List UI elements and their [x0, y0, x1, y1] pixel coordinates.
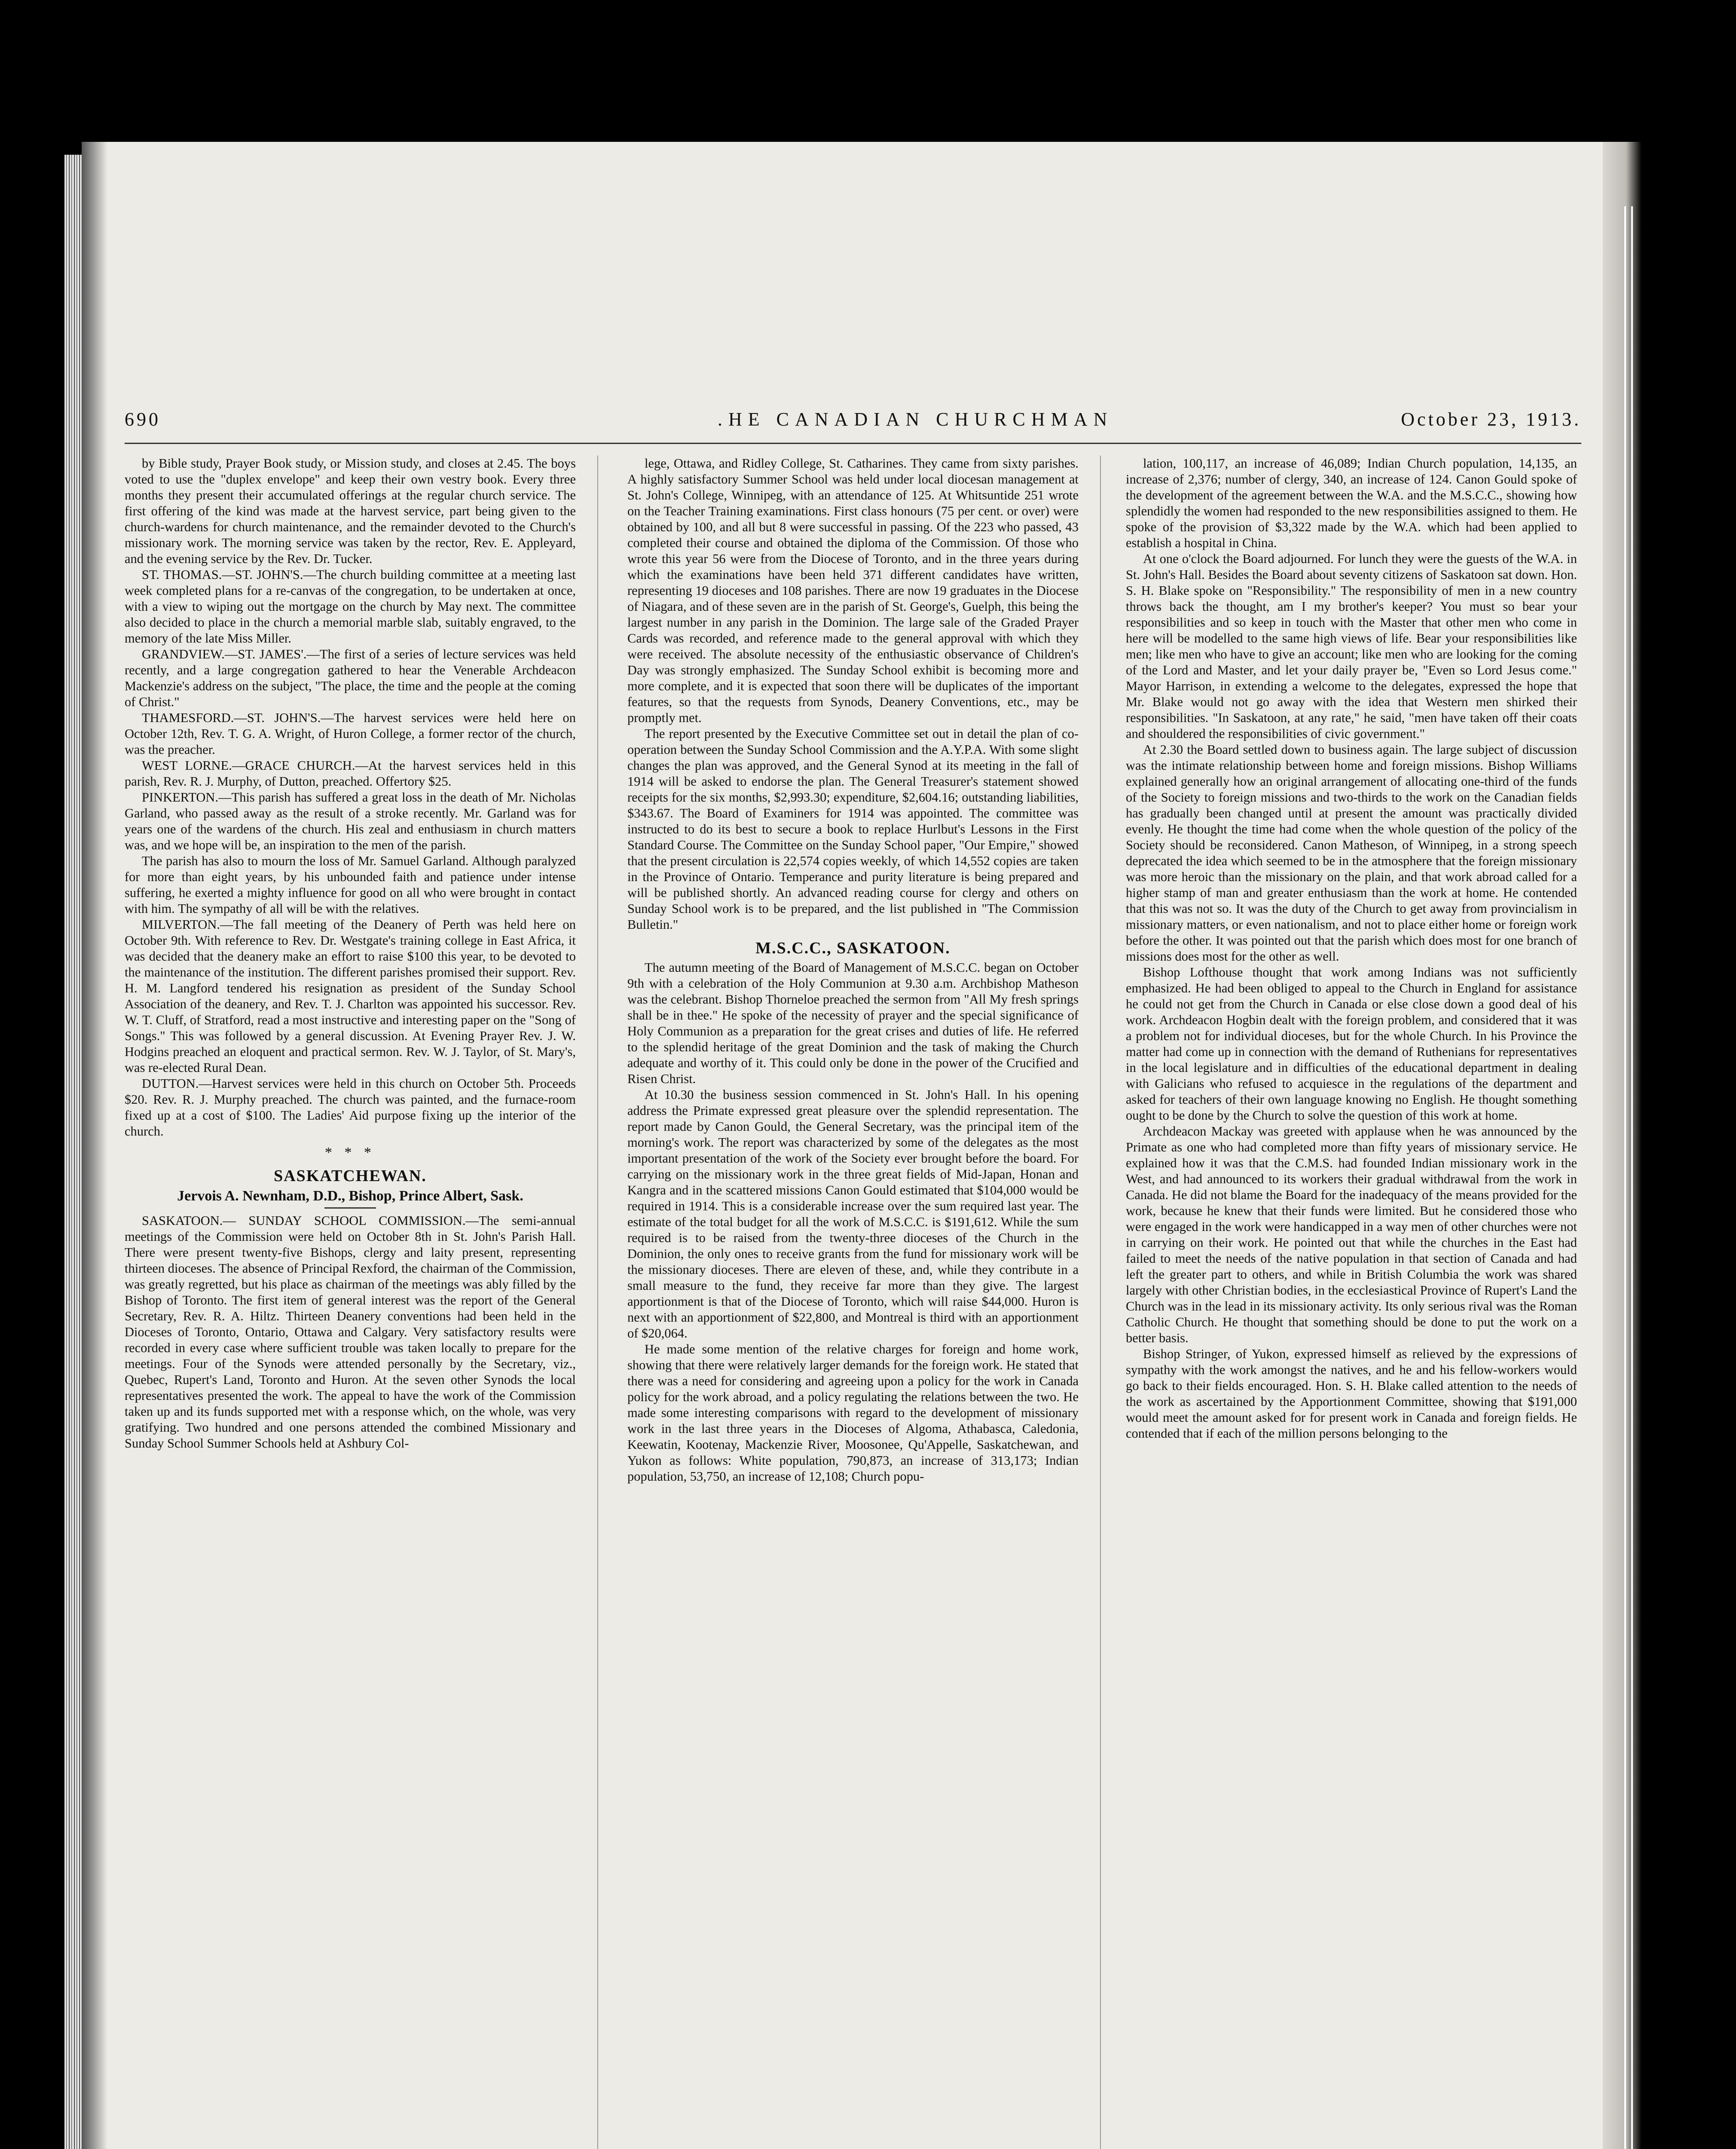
- article-paragraph: PINKERTON.—This parish has suffered a great loss in the death of Mr. Nicholas Garland, who passed away as the result of a stroke recently. Mr. Garland was for years one of the wardens of the church. His zeal and enthusiasm in church matters was, and we hope will be, an inspiration to the men of the parish.: [125, 790, 576, 852]
- article-paragraph: At 2.30 the Board settled down to business again. The large subject of discussion was the intimate relationship between home and foreign missions. Bishop Williams explained generally how an original arrangement of allocating one-third of the funds of the Society to foreign missions and two-thirds to the work on the Canadian fields has gradually been changed until at present the amount was practically divided evenly. He thought the time had come when the whole question of the policy of the Society should be reconsidered. Canon Matheson, of Winnipeg, in a strong speech deprecated the idea which seemed to be in the atmosphere that the foreign missionary was more heroic than the missionary on the plain, and that work abroad called for a higher stamp of man and greater enthusiasm than the work at home. He contended that this was not so. It was the duty of the Church to get away from provincialism in missionary matters, or even nationalism, and not to place either home or foreign work before the other. It was pointed out that the parish which does most for one branch of missions does most for the other as well.: [1126, 742, 1577, 964]
- section-ornament: * * *: [325, 1145, 376, 1160]
- article-paragraph: Bishop Stringer, of Yukon, expressed himself as relieved by the expressions of sympathy with the work amongst the natives, and he and his fellow-workers would go back to their fields encouraged. Hon. S. H. Blake called attention to the needs of the work as ascertained by the Apportionment Committee, showing that $191,000 would meet the amount asked for for present work in Canada and foreign fields. He contended that if each of the million persons belonging to the: [1126, 1347, 1577, 1441]
- section-heading-saskatchewan: SASKATCHEWAN.: [274, 1167, 427, 1185]
- column-divider: [597, 456, 598, 2149]
- article-paragraph: MILVERTON.—The fall meeting of the Deanery of Perth was held here on October 9th. With reference to Rev. Dr. Westgate's training college in East Africa, it was decided that the deanery make an effort to raise $100 this year, to be devoted to the maintenance of the institution. The different parishes promised their support. Rev. H. M. Langford tendered his resignation as president of the Sunday School Association of the deanery, and Rev. T. J. Charlton was appointed his successor. Rev. W. T. Cluff, of Stratford, read a most instructive and interesting paper on the "Song of Songs." This was followed by a general discussion. At Evening Prayer Rev. J. W. Hodgins preached an eloquent and practical sermon. Rev. W. J. Taylor, of St. Mary's, was re-elected Rural Dean.: [125, 917, 576, 1075]
- column-1: [125, 456, 576, 1451]
- article-paragraph: At 10.30 the business session commenced in St. John's Hall. In his opening address the Primate expressed great pleasure over the splendid representation. The report made by Canon Gould, the General Secretary, was the principal item of the morning's work. The report was characterized by some of the delegates as the most important presentation of the work of the Society ever brought before the board. For carrying on the missionary work in the three great fields of Mid-Japan, Honan and Kangra and in the scattered missions Canon Gould estimated that $104,000 would be required in 1914. This is a considerable increase over the sum required last year. The estimate of the total budget for all the work of M.S.C.C. is $191,612. While the sum required is to be raised from the twenty-three dioceses of the Church in the Dominion, the only ones to receive grants from the fund for missionary work will be the missionary dioceses. There are eleven of these, and, while they contribute in a small measure to the fund, they receive far more than they give. The largest apportionment is that of the Diocese of Toronto, which will raise $44,000. Huron is next with an apportionment of $22,800, and Montreal is third with an apportionment of $20,064.: [627, 1087, 1079, 1341]
- right-page-edge: [1603, 142, 1641, 2149]
- header-rule: [125, 443, 1581, 444]
- article-paragraph: by Bible study, Prayer Book study, or Mission study, and closes at 2.45. The boys voted to use the "duplex envelope" and keep their own vestry book. Every three months they present their accumulated offerings at the regular church service. The first offering of the kind was made at the harvest service, part being given to the church-wardens for church maintenance, and the remainder devoted to the Church's missionary work. The morning service was taken by the rector, Rev. E. Appleyard, and the evening service by the Rev. Dr. Tucker.: [125, 456, 576, 566]
- gutter-shadow: [82, 142, 107, 2149]
- column-divider: [1100, 456, 1101, 2149]
- article-paragraph: GRANDVIEW.—ST. JAMES'.—The first of a series of lecture services was held recently, and a large congregation gathered to hear the Venerable Archdeacon Mackenzie's address on the subject, "The place, the time and the people at the coming of Christ.": [125, 647, 576, 709]
- article-paragraph: lege, Ottawa, and Ridley College, St. Catharines. They came from sixty parishes. A highly satisfactory Summer School was held under local diocesan management at St. John's College, Winnipeg, with an attendance of 125. At Whitsuntide 251 wrote on the Teacher Training examinations. First class honours (75 per cent. or over) were obtained by 100, and all but 8 were successful in passing. Of the 223 who passed, 43 completed their course and obtained the diploma of the Commission. Of those who wrote this year 56 were from the Diocese of Toronto, and in the three years during which the examinations have been held 371 different candidates have written, representing 19 dioceses and 108 parishes. There are now 19 graduates in the Diocese of Niagara, and of these seven are in the parish of St. George's, Guelph, this being the largest number in any parish in the Dominion. The large sale of the Graded Prayer Cards was recorded, and reference made to the general approval with which they were received. The absolute necessity of the enthusiastic observance of Children's Day was strongly emphasized. The Sunday School exhibit is becoming more and more complete, and it is expected that soon there will be duplicates of the important features, so that the requests from Synods, Deanery Conventions, etc., may be promptly met.: [627, 456, 1079, 725]
- column-3: [1126, 456, 1577, 1442]
- article-paragraph: ST. THOMAS.—ST. JOHN'S.—The church building committee at a meeting last week completed plans for a re-canvas of the congregation, to be undertaken at once, with a view to wiping out the mortgage on the church by May next. The committee also decided to place in the church a memorial marble slab, suitably engraved, to the memory of the late Miss Miller.: [125, 567, 576, 646]
- article-paragraph: He made some mention of the relative charges for foreign and home work, showing that there were relatively larger demands for the foreign work. He stated that there was a need for considering and agreeing upon a policy for the work in Canada policy for the work abroad, and a policy regulating the relations between the two. He made some interesting comparisons with regard to the development of missionary work in the last three years in the Dioceses of Algoma, Athabasca, Caledonia, Keewatin, Kootenay, Mackenzie River, Moosonee, Qu'Appelle, Saskatchewan, and Yukon as follows: White population, 790,873, an increase of 313,173; Indian population, 53,750, an increase of 12,108; Church popu-: [627, 1342, 1079, 1484]
- section-heading-msccc: M.S.C.C., SASKATOON.: [755, 939, 951, 957]
- article-paragraph: SASKATOON.— SUNDAY SCHOOL COMMISSION.—The semi-annual meetings of the Commission were held on October 8th in St. John's Parish Hall. There were present twenty-five Bishops, clergy and laity present, representing thirteen dioceses. The absence of Principal Rexford, the chairman of the Commission, was greatly regretted, but his place as chairman of the meetings was ably filled by the Bishop of Toronto. The first item of general interest was the report of the General Secretary, Rev. R. A. Hiltz. Thirteen Deanery conventions had been held in the Dioceses of Toronto, Ontario, Ottawa and Calgary. Very satisfactory results were recorded in every case where sufficient trouble was taken locally to prepare for the meetings. Four of the Synods were attended personally by the Secretary, viz., Quebec, Rupert's Land, Toronto and Huron. At the seven other Synods the local representatives presented the work. The appeal to have the work of the Commission taken up and its funds supported met with a response which, on the whole, was very gratifying. Two hundred and one persons attended the combined Missionary and Sunday School Summer Schools held at Ashbury Col-: [125, 1213, 576, 1451]
- section-subhead-bishop: Jervois A. Newnham, D.D., Bishop, Prince Albert, Sask.: [177, 1188, 523, 1204]
- masthead-title: .HE CANADIAN CHURCHMAN: [718, 409, 1113, 430]
- column-2: [627, 456, 1079, 1485]
- article-paragraph: THAMESFORD.—ST. JOHN'S.—The harvest services were held here on October 12th, Rev. T. G. A. Wright, of Huron College, a former rector of the church, was the preacher.: [125, 710, 576, 757]
- section-rule: [324, 1207, 376, 1209]
- article-paragraph: lation, 100,117, an increase of 46,089; Indian Church population, 14,135, an increase of 2,376; number of clergy, 340, an increase of 124. Canon Gould spoke of the development of the agreement between the W.A. and the M.S.C.C., showing how splendidly the women had responded to the new responsibilities assigned to them. He spoke of the provision of $3,322 made by the W.A. which had been applied to establish a hospital in China.: [1126, 456, 1577, 550]
- article-paragraph: The report presented by the Executive Committee set out in detail the plan of co-operation between the Sunday School Commission and the A.Y.P.A. With some slight changes the plan was approved, and the General Synod at its meeting in the fall of 1914 will be asked to endorse the plan. The General Treasurer's statement showed receipts for the six months, $2,993.30; expenditure, $2,604.16; outstanding liabilities, $343.67. The Board of Examiners for 1914 was appointed. The committee was instructed to do its best to secure a book to replace Hurlbut's Lessons in the First Standard Course. The Committee on the Sunday School paper, "Our Empire," showed that the present circulation is 22,574 copies weekly, of which 14,552 copies are taken in the Province of Ontario. Temperance and purity literature is being prepared and will be published shortly. An advanced reading course for clergy and others on Sunday School work is to be prepared, and the list published in "The Commission Bulletin.": [627, 726, 1079, 932]
- article-paragraph: Archdeacon Mackay was greeted with applause when he was announced by the Primate as one who had completed more than fifty years of missionary service. He explained how it was that the C.M.S. had founded Indian missionary work in the West, and had announced to its workers their gradual withdrawal from the work in Canada. He did not blame the Board for the inadequacy of the means provided for the work, because he knew that their funds were limited. But he considered those who were engaged in the work were handicapped in a way men of other churches were not in carrying on their work. He pointed out that while the churches in the East had failed to meet the needs of the native population in that section of Canada and had left the greater part to others, and while in British Columbia the work was shared largely with other Christian bodies, in the ecclesiastical Province of Rupert's Land the Church was in the lead in its missionary activity. Its only serious rival was the Roman Catholic Church. He thought that something should be done to put the work on a better basis.: [1126, 1124, 1577, 1345]
- article-paragraph: The parish has also to mourn the loss of Mr. Samuel Garland. Although paralyzed for more than eight years, by his unbounded faith and patience under intense suffering, he exerted a mighty influence for good on all who were brought in contact with him. The sympathy of all will be with the relatives.: [125, 854, 576, 916]
- issue-date: October 23, 1913.: [1401, 409, 1581, 430]
- article-paragraph: At one o'clock the Board adjourned. For lunch they were the guests of the W.A. in St. John's Hall. Besides the Board about seventy citizens of Saskatoon sat down. Hon. S. H. Blake spoke on "Responsibility." The responsibility of men in a new country throws back the thought, am I my brother's keeper? You must so bear your responsibilities and so keep in touch with the Master that other men who come in here will be modelled to the same high views of life. Bear your responsibilities like men; like men who have to give an account; like men who are looking for the coming of the Lord and Master, and let your daily prayer be, "Even so Lord Jesus come." Mayor Harrison, in extending a welcome to the delegates, expressed the hope that Mr. Blake would not go away with the idea that Western men shirked their responsibilities. "In Saskatoon, at any rate," he said, "men have taken off their coats and shouldered the responsibilities of civic government.": [1126, 551, 1577, 741]
- article-paragraph: The autumn meeting of the Board of Management of M.S.C.C. began on October 9th with a celebration of the Holy Communion at 9.30 a.m. Archbishop Matheson was the celebrant. Bishop Thorneloe preached the sermon from "All My fresh springs shall be in thee." He spoke of the necessity of prayer and the special significance of Holy Communion as a preparation for the great crises and duties of life. He referred to the splendid heritage of the great Dominion and the task of making the Church adequate and worthy of it. This could only be done in the power of the Crucified and Risen Christ.: [627, 960, 1079, 1086]
- article-paragraph: Bishop Lofthouse thought that work among Indians was not sufficiently emphasized. He had been obliged to appeal to the Church in England for assistance he could not get from the Church in Canada or else close down a good deal of his work. Archdeacon Hogbin dealt with the foreign problem, and considered that it was a problem not for individual dioceses, but for the whole Church. In his Province the matter had come up in connection with the demand of Ruthenians for representatives in the local legislature and in difficulties of the educational department in dealing with Galicians who refused to acquiesce in the regulations of the department and asked for teachers of their own language knowing no English. He thought something ought to be done by the Church to solve the question of this work at home.: [1126, 965, 1577, 1123]
- article-paragraph: WEST LORNE.—GRACE CHURCH.—At the harvest services held in this parish, Rev. R. J. Murphy, of Dutton, preached. Offertory $25.: [125, 758, 576, 789]
- article-paragraph: DUTTON.—Harvest services were held in this church on October 5th. Proceeds $20. Rev. R. J. Murphy preached. The church was painted, and the furnace-room fixed up at a cost of $100. The Ladies' Aid purpose fixing up the interior of the church.: [125, 1076, 576, 1139]
- right-edge-marks: [1624, 206, 1633, 2149]
- page-number: 690: [125, 409, 161, 430]
- page-stack-edge: [64, 155, 82, 2149]
- page-header: [125, 408, 1581, 438]
